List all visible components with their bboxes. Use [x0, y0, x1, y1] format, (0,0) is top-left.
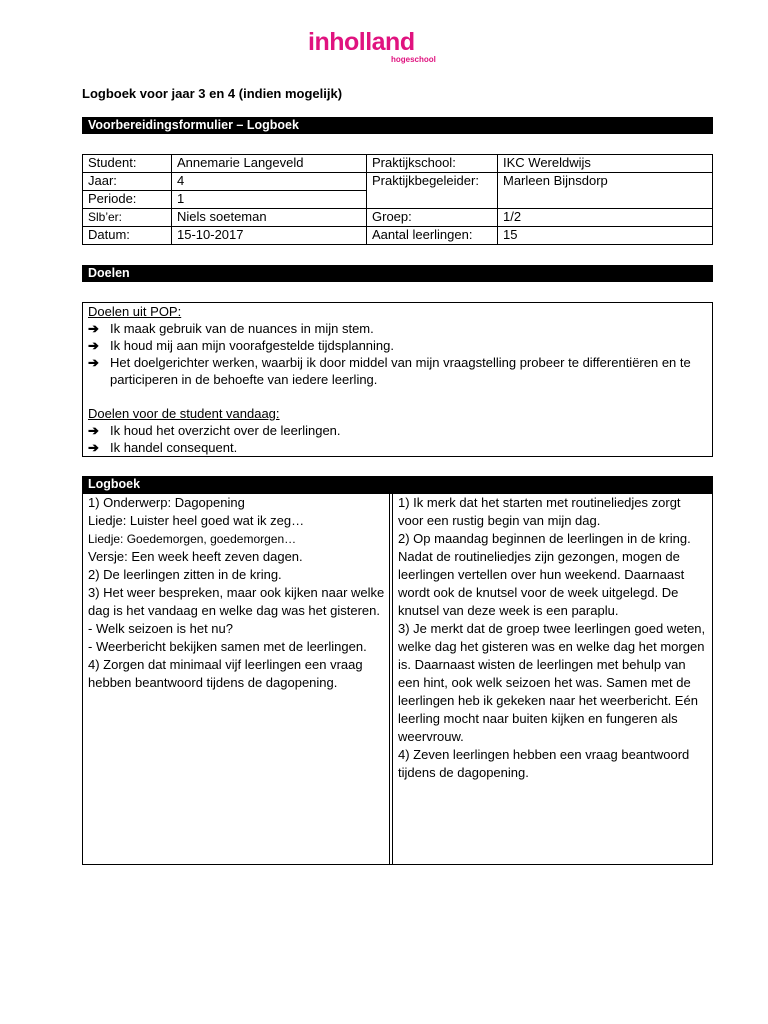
pop-goals-heading: Doelen uit POP: [88, 304, 182, 319]
logbook-line: 2) Op maandag beginnen de leerlingen in de kring. Nadat de routineliedjes zijn gezongen, mogen de leerlingen vertellen over hun weekend. Daarnaast wordt ook de knutsel voor de week uitgelegd. De knutsel van deze week is een paraplu. [398, 531, 691, 618]
logo-wordmark: inholland [308, 28, 415, 56]
table-row [83, 227, 713, 245]
section-header-goals: Doelen [82, 265, 713, 282]
pop-goal-text: Ik maak gebruik van de nuances in mijn stem. [110, 321, 374, 336]
list-item [88, 422, 707, 439]
begeleider-label: Praktijkbegeleider: [367, 173, 498, 209]
logbook-line: 4) Zorgen dat minimaal vijf leerlingen een vraag hebben beantwoord tijdens de dagopening. [88, 657, 363, 690]
goals-box [82, 302, 713, 457]
arrow-right-icon: ➔ [88, 321, 99, 336]
slber-label: Slb’er: [83, 209, 172, 227]
today-goals-heading: Doelen voor de student vandaag: [88, 406, 280, 421]
datum-value: 15-10-2017 [172, 227, 367, 245]
table-row [83, 209, 713, 227]
student-value: Annemarie Langeveld [172, 155, 367, 173]
today-goal-text: Ik handel consequent. [110, 440, 238, 455]
logbook-line: - Weerbericht bekijken samen met de leerlingen. [88, 639, 367, 654]
jaar-value: 4 [172, 173, 367, 191]
logbook-line: 3) Je merkt dat de groep twee leerlingen goed weten, welke dag het gisteren was en welke dag het morgen is. Daarnaast wisten de leerlingen met behulp van een hint, ook welk seizoen het was. Samen met de leerlingen heb ik gekeken naar het weerbericht. Eén leerling mocht naar buiten kijken en fungeren als weervrouw. [398, 621, 706, 744]
document-title: Logboek voor jaar 3 en 4 (indien mogelijk) [82, 86, 343, 101]
logbook-table [82, 493, 713, 865]
logbook-line: 4) Zeven leerlingen hebben een vraag beantwoord tijdens de dagopening. [398, 747, 690, 780]
logbook-line: - Welk seizoen is het nu? [88, 621, 233, 636]
logo-subtitle: hogeschool [391, 55, 436, 64]
groep-label: Groep: [367, 209, 498, 227]
arrow-right-icon: ➔ [88, 338, 99, 353]
logbook-plan-column [83, 494, 393, 864]
arrow-right-icon: ➔ [88, 440, 99, 455]
school-value: IKC Wereldwijs [498, 155, 713, 173]
begeleider-value: Marleen Bijnsdorp [498, 173, 713, 209]
slber-value: Niels soeteman [172, 209, 367, 227]
arrow-right-icon: ➔ [88, 423, 99, 438]
logbook-line: 1) Onderwerp: Dagopening [88, 495, 245, 510]
aantal-value: 15 [498, 227, 713, 245]
list-item [88, 354, 707, 388]
pop-goal-text: Het doelgerichter werken, waarbij ik door middel van mijn vraagstelling probeer te differentiëren en te participeren in de behoefte van iedere leerling. [110, 355, 691, 387]
logbook-line: Liedje: Luister heel goed wat ik zeg… [88, 513, 305, 528]
groep-value: 1/2 [498, 209, 713, 227]
aantal-label: Aantal leerlingen: [367, 227, 498, 245]
periode-label: Periode: [83, 191, 172, 209]
logbook-reflection-column [393, 494, 712, 864]
list-item [88, 320, 707, 337]
today-goal-text: Ik houd het overzicht over de leerlingen. [110, 423, 341, 438]
logbook-line: 3) Het weer bespreken, maar ook kijken naar welke dag is het vandaag en welke dag was het gisteren. [88, 585, 385, 618]
logbook-line: Versje: Een week heeft zeven dagen. [88, 549, 303, 564]
table-row [83, 173, 713, 191]
datum-label: Datum: [83, 227, 172, 245]
inholland-logo [308, 28, 438, 72]
logbook-line: Liedje: Goedemorgen, goedemorgen… [88, 532, 297, 546]
jaar-label: Jaar: [83, 173, 172, 191]
school-label: Praktijkschool: [367, 155, 498, 173]
student-label: Student: [83, 155, 172, 173]
list-item [88, 439, 707, 456]
pop-goal-text: Ik houd mij aan mijn voorafgestelde tijdsplanning. [110, 338, 395, 353]
logbook-line: 1) Ik merk dat het starten met routineliedjes zorgt voor een rustig begin van mijn dag. [398, 495, 681, 528]
arrow-right-icon: ➔ [88, 355, 99, 370]
section-header-logbook: Logboek [82, 476, 713, 493]
periode-value: 1 [172, 191, 367, 209]
info-table [82, 154, 713, 245]
list-item [88, 337, 707, 354]
table-row [83, 155, 713, 173]
section-header-preparation: Voorbereidingsformulier – Logboek [82, 117, 713, 134]
logbook-line: 2) De leerlingen zitten in de kring. [88, 567, 282, 582]
